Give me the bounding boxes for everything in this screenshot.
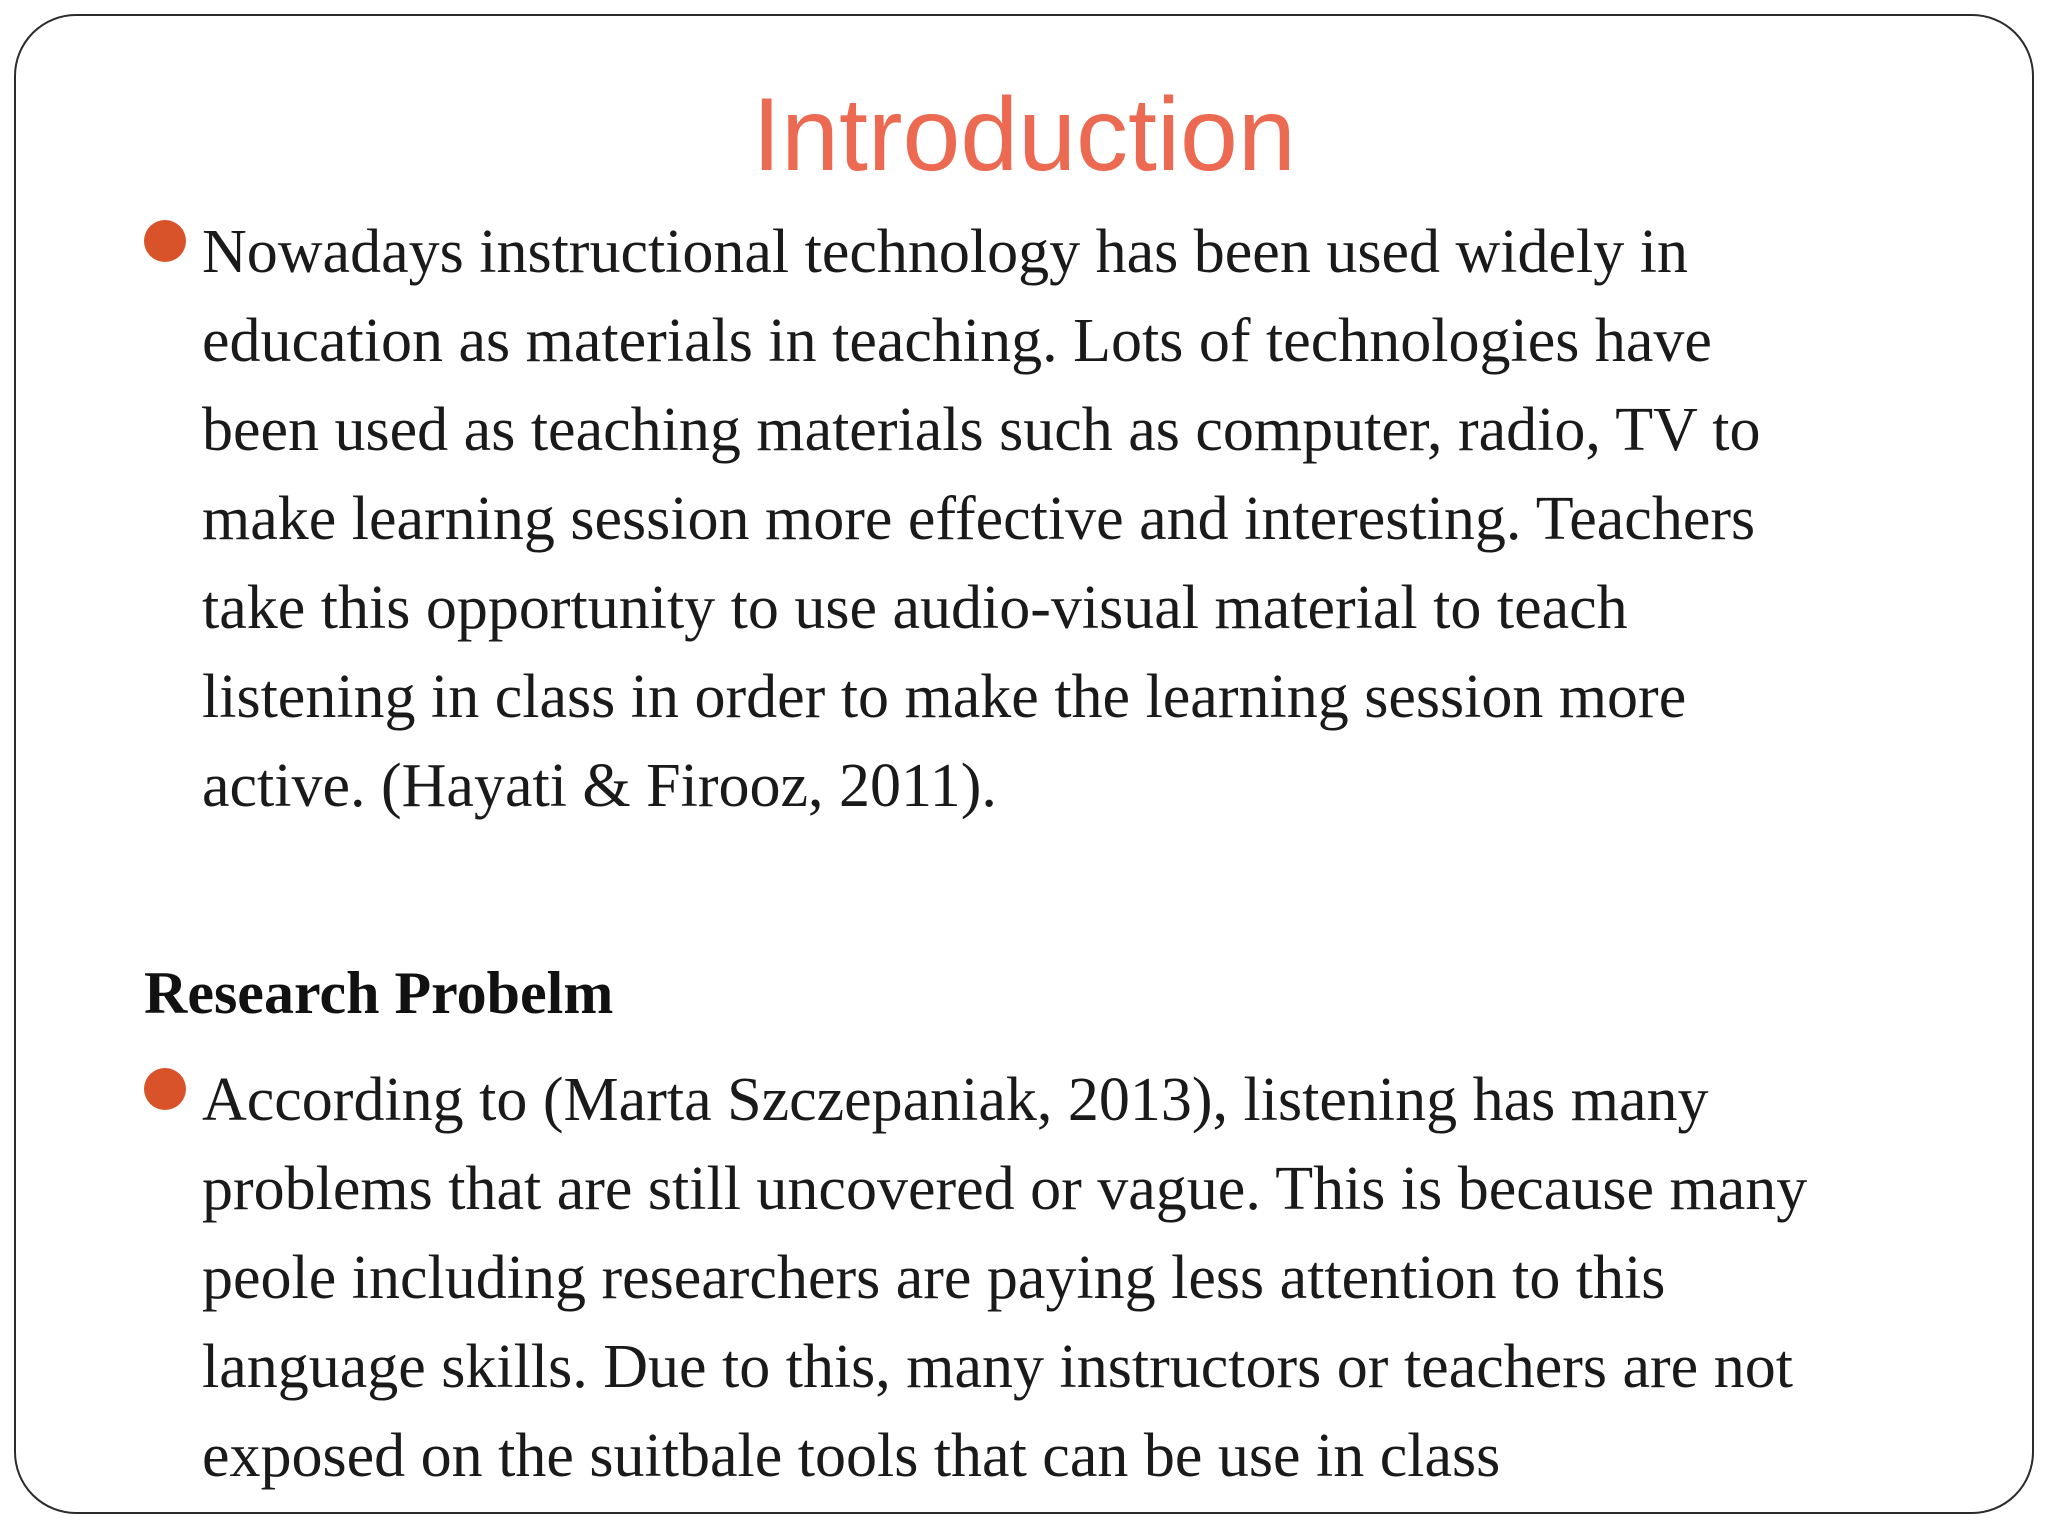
bullet-dot-icon <box>144 1068 186 1110</box>
intro-paragraph: Nowadays instructional technology has been used widely in education as materials in teaching. Lots of technologies have been used as teaching materials such as computer, radio, TV to make learning session more effective and interesting. Teachers take this opportunity to use audio-visual material to teach listening in class in order to make the learning session more active. (Hayati & Firooz, 2011). <box>202 218 1761 820</box>
research-problem-paragraph: According to (Marta Szczepaniak, 2013), listening has many problems that are still uncovered or vague. This is because many peole including researchers are paying less attention to this language skills. Due to this, many instructors or teachers are not exposed on the suitbale tools that can be use in class <box>202 1066 1808 1490</box>
bullet-dot-icon <box>144 220 186 262</box>
research-problem-heading: Research Probelm <box>144 960 614 1026</box>
slide-title: Introduction <box>752 77 1296 193</box>
